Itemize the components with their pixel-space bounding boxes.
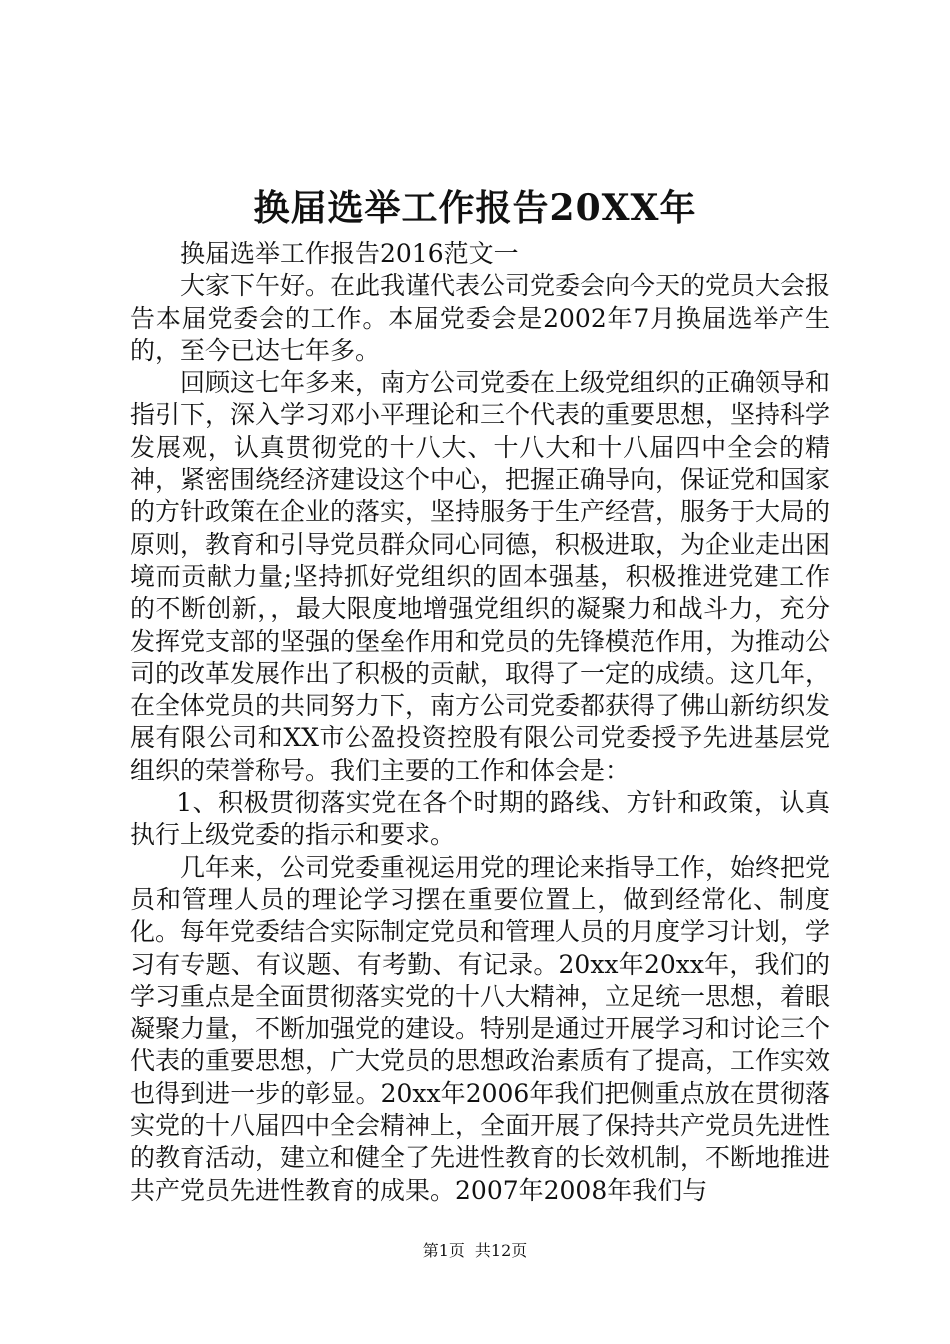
body-paragraph: 回顾这七年多来，南方公司党委在上级党组织的正确领导和指引下，深入学习邓小平理论和三个代表的重要思想，坚持科学发展观，认真贯彻党的十八大、十八大和十八届四中全会的精神，紧密围绕经济建设这个中心，把握正确导向，保证党和国家的方针政策在企业的落实，坚持服务于生产经营，服务于大局的原则，教育和引导党员群众同心同德，积极进取，为企业走出困境而贡献力量;坚持抓好党组织的固本强基，积极推进党建工作的不断创新，，最大限度地增强党组织的凝聚力和战斗力，充分发挥党支部的坚强的堡垒作用和党员的先锋模范作用，为推动公司的改革发展作出了积极的贡献，取得了一定的成绩。这几年，在全体党员的共同努力下，南方公司党委都获得了佛山新纺织发展有限公司和XX市公盈投资控股有限公司党委授予先进基层党组织的荣誉称号。我们主要的工作和体会是： [130,368,831,785]
document-body [130,238,830,1207]
numbered-paragraph: 1、积极贯彻落实党在各个时期的路线、方针和政策，认真执行上级党委的指示和要求。 [130,788,830,850]
page-number: 第1页 [422,1241,465,1260]
page-footer [0,1239,950,1263]
document-title: 换届选举工作报告20XX年 [253,187,697,229]
body-paragraph: 大家下午好。在此我谨代表公司党委会向今天的党员大会报告本届党委会的工作。本届党委会是2002年7月换届选举产生的，至今已达七年多。 [130,271,831,365]
page-total: 共12页 [474,1241,528,1260]
subtitle-paragraph: 换届选举工作报告2016范文一 [180,239,519,268]
body-paragraph: 几年来，公司党委重视运用党的理论来指导工作，始终把党员和管理人员的理论学习摆在重要位置上，做到经常化、制度化。每年党委结合实际制定党员和管理人员的月度学习计划，学习有专题、有议题、有考勤、有记录。20xx年20xx年，我们的学习重点是全面贯彻落实党的十八大精神，立足统一思想，着眼凝聚力量，不断加强党的建设。特别是通过开展学习和讨论三个代表的重要思想，广大党员的思想政治素质有了提高，工作实效也得到进一步的彰显。20xx年2006年我们把侧重点放在贯彻落实党的十八届四中全会精神上，全面开展了保持共产党员先进性的教育活动，建立和健全了先进性教育的长效机制，不断地推进共产党员先进性教育的成果。2007年2008年我们与 [130,852,831,1205]
